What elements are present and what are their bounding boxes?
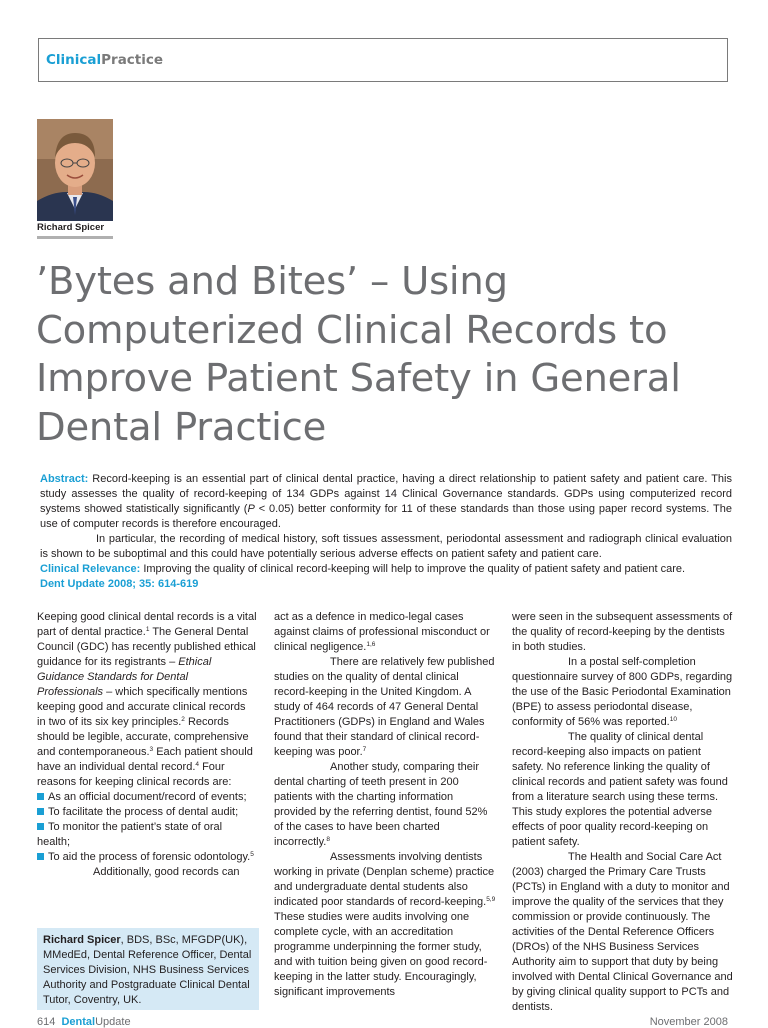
author-caption: Richard Spicer <box>37 222 105 233</box>
article-title: ’Bytes and Bites’ – Using Computerized Clinical Records to Improve Patient Safety in General Dental Practice <box>36 259 681 450</box>
ref-sup: 7 <box>362 746 367 753</box>
col1-text-c: – which specifically mentions keeping good and accurate clinical records in two of its six key principles. <box>37 686 248 728</box>
ref-sup: 2 <box>181 716 185 723</box>
footer-left <box>37 1016 131 1028</box>
col2-text-3: Another study, comparing their dental charting of teeth present in 200 patients with the charting information provided by the referring dentist, found 52% of the cases to have been charted incorrectly. <box>274 761 488 848</box>
abstract-label: Abstract: <box>40 473 89 485</box>
ref-sup: 1 <box>145 626 150 633</box>
col2-paragraph-1 <box>274 610 496 655</box>
bullet-item: To facilitate the process of dental audit; <box>37 805 257 820</box>
ref-sup: 1,6 <box>366 641 376 648</box>
col2-paragraph-3 <box>274 760 496 850</box>
col1-text-f: Four reasons for keeping clinical records are: <box>37 761 232 788</box>
col2-paragraph-2 <box>274 655 496 760</box>
citation: Dent Update 2008; 35: 614-619 <box>40 578 199 590</box>
clinical-relevance <box>40 562 732 577</box>
bullet-item <box>37 850 257 865</box>
col3-paragraph-4: The Health and Social Care Act (2003) charged the Primary Care Trusts (PCTs) in England with a duty to monitor and improve the quality of the services that they commission or provide continuously. The activities of the Dental Reference Officers (DROs) of the NHS Business Services Authority aim to support that duty by being involved with Dental Clinical Governance and by giving clinical quality support to PCTs and dentists. <box>512 851 733 1013</box>
section-label <box>46 52 163 68</box>
abstract-text: Record-keeping is an essential part of clinical dental practice, having a direct relationship to patient safety and patient care. This study assesses the quality of record-keeping of 134 GDPs against 14 Clinical Governance standards. GDPs using computerized record systems showed statistically significantly ( <box>40 473 732 515</box>
col1-italic-title: Ethical Guidance Standards for Dental Professionals <box>37 656 212 698</box>
abstract-p-italic: P <box>247 503 255 515</box>
col1-text-a: Keeping good clinical dental records is a vital part of dental practice. <box>37 611 257 638</box>
author-caption-rule <box>37 236 113 239</box>
column-3 <box>512 610 734 1015</box>
bullet-item: As an official document/record of events; <box>37 790 257 805</box>
bio-name: Richard Spicer <box>43 934 121 946</box>
col1-text-b: The General Dental Council (GDC) has recently published ethical guidance for its registrants – <box>37 626 256 668</box>
col3-paragraph-1: were seen in the subsequent assessments of the quality of record-keeping by the dentists in both studies. <box>512 611 733 653</box>
col2-text-4b: These studies were audits involving one complete cycle, with an accreditation programme underpinning the former study, and with tuition being given on good record-keeping in the latter study. Encouragingly, significant improvements <box>274 911 488 998</box>
abstract-block <box>40 472 732 592</box>
ref-sup: 8 <box>326 836 330 843</box>
author-portrait-image <box>37 119 113 221</box>
col2-text-2: There are relatively few published studies on the quality of dental clinical record-keeping in the United Kingdom. A study of 464 records of 47 General Dental Practitioners (GDPs) in England and Wales found that their standard of clinical record-keeping was poor. <box>274 656 495 758</box>
col1-paragraph-2: Additionally, good records can <box>93 866 240 878</box>
col2-paragraph-4 <box>274 850 496 1000</box>
col3-text-2: In a postal self-completion questionnaire survey of 800 GDPs, regarding the use of the Basic Periodontal Examination (BPE) to assess periodontal disease, conformity of 56% was reported. <box>512 656 733 728</box>
ref-sup: 3 <box>149 746 154 753</box>
bullet-item: To monitor the patient’s state of oral health; <box>37 820 257 850</box>
clinical-relevance-text: Improving the quality of clinical record-keeping will help to improve the quality of patient safety and patient care. <box>140 563 686 575</box>
section-label-clinical: Clinical <box>46 52 102 68</box>
ref-sup: 5,9 <box>486 896 496 903</box>
col3-paragraph-3: The quality of clinical dental record-keeping also impacts on patient safety. No reference linking the quality of clinical records and patient safety was found from a literature search using these terms. This study explores the potential adverse effects of poor quality record-keeping on patient safety. <box>512 731 728 848</box>
ref-sup: 10 <box>669 716 677 723</box>
abstract-paragraph <box>40 472 732 532</box>
abstract-paragraph-2: In particular, the recording of medical history, soft tissues assessment, periodontal assessment and radiograph clinical evaluation is shown to be suboptimal and this could have potentially serious adverse effects on patient safety and patient care. <box>40 533 732 560</box>
ref-sup: 5 <box>250 851 254 858</box>
section-label-practice: Practice <box>101 52 164 68</box>
col2-text-4a: Assessments involving dentists working in private (Denplan scheme) practice and undergraduate dental students also indicated poor standards of record-keeping. <box>274 851 495 908</box>
ref-sup: 4 <box>195 761 200 768</box>
author-photo <box>37 119 113 221</box>
column-2 <box>274 610 496 1000</box>
column-1 <box>37 610 257 880</box>
clinical-relevance-label: Clinical Relevance: <box>40 563 141 575</box>
col1-paragraph-1 <box>37 610 257 790</box>
bullet-item-text: To aid the process of forensic odontology. <box>48 851 251 863</box>
section-header-box <box>38 38 728 82</box>
bio-details: , BDS, BSc, MFGDP(UK), MMedEd, Dental Reference Officer, Dental Services Division, NHS Business Services Authority and Postgraduate Clinical Dental Tutor, Coventry, UK. <box>43 934 252 1006</box>
abstract-text-b: < 0.05) better conformity for 11 of these standards than those using paper record systems. The use of computer records is therefore encouraged. <box>40 503 732 530</box>
col2-text-1: act as a defence in medico-legal cases against claims of professional misconduct or clinical negligence. <box>274 611 490 653</box>
page-number: 614 <box>37 1016 56 1028</box>
author-bio-box <box>37 928 259 1010</box>
col3-paragraph-2 <box>512 655 734 730</box>
footer-date: November 2008 <box>649 1016 728 1028</box>
col1-text-d: Records should be legible, accurate, comprehensive and contemporaneous. <box>37 716 249 758</box>
journal-brand: Dental <box>61 1016 96 1028</box>
col1-text-e: Each patient should have an individual dental record. <box>37 746 253 773</box>
journal-brand-2: Update <box>95 1016 131 1028</box>
